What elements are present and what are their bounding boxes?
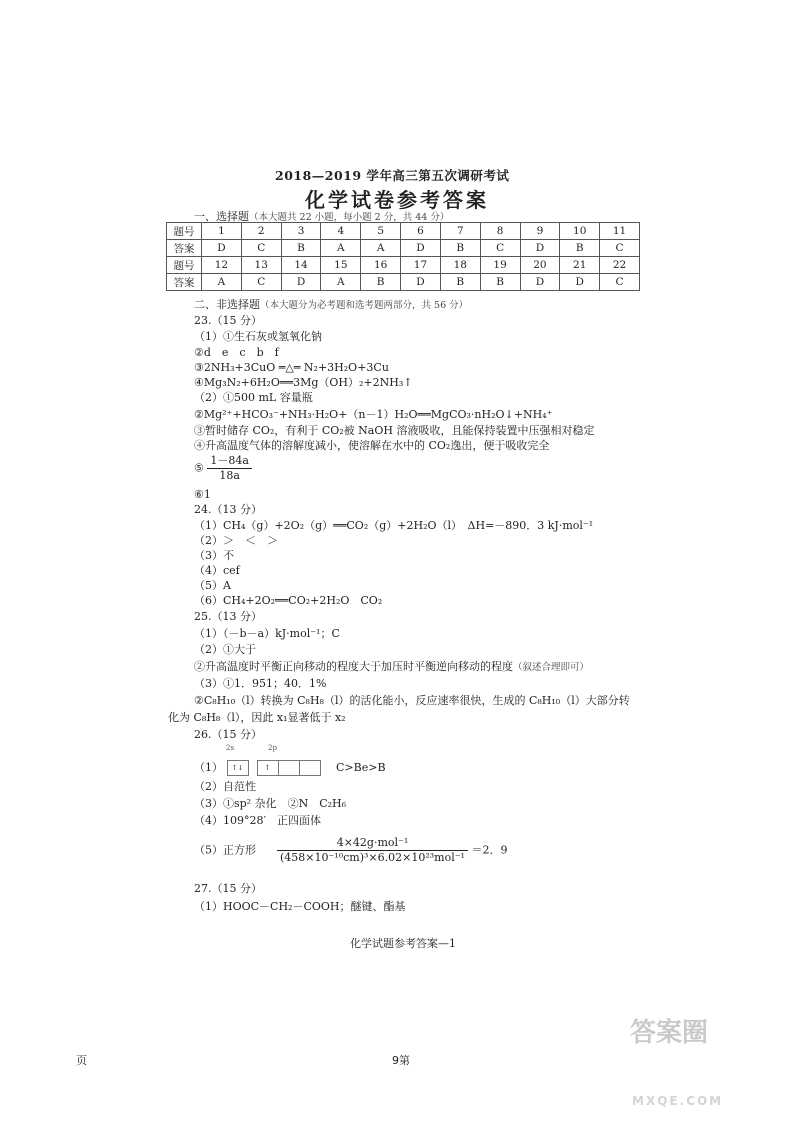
table-cell: D (202, 240, 242, 257)
answer-formula-line (194, 836, 507, 865)
section2-title: 二、非选择题 (194, 298, 260, 311)
answer-line: （1）①生石灰或氢氧化钠 (194, 330, 322, 343)
table-cell: C (241, 240, 281, 257)
answer-table (166, 222, 640, 291)
table-cell: A (321, 240, 361, 257)
answer-line: （3）不 (194, 549, 234, 562)
answer-line: ④Mg₃N₂+6H₂O══3Mg（OH）₂+2NH₃↑ (194, 376, 413, 389)
table-row (167, 240, 640, 257)
table-cell: 11 (600, 223, 640, 240)
answer-line: （1）HOOC－CH₂－COOH；醚键、酯基 (194, 900, 406, 913)
orbital-box-2s: ↑↓ (227, 760, 249, 776)
answer-line: （2）①大于 (194, 643, 256, 656)
table-cell: 5 (361, 223, 401, 240)
table-cell: B (440, 274, 480, 291)
section1-title: 一、选择题 (194, 210, 249, 223)
table-cell: D (520, 274, 560, 291)
table-cell: 14 (281, 257, 321, 274)
table-cell: 3 (281, 223, 321, 240)
answer-text: C>Be>B (336, 761, 386, 774)
table-cell: 13 (241, 257, 281, 274)
answer-line: （3）①sp² 杂化 ②N C₂H₆ (194, 797, 347, 810)
orbital-box-2p-1: ↑ (257, 760, 279, 776)
section2-note: （本大题分为必考题和选考题两部分，共 56 分） (260, 300, 469, 311)
answer-line: ③2NH₃+3CuO ═△═ N₂+3H₂O+3Cu (194, 361, 389, 374)
orbital-diagram-line (194, 760, 386, 776)
fraction-denominator: 18a (219, 469, 240, 482)
answer-line: （4）cef (194, 564, 240, 577)
table-cell: D (401, 240, 441, 257)
table-cell: B (361, 274, 401, 291)
row-label: 答案 (167, 240, 202, 257)
table-cell: 7 (440, 223, 480, 240)
table-cell: 22 (600, 257, 640, 274)
answer-line: ③暂时储存 CO₂，有利于 CO₂被 NaOH 溶液吸收，且能保持装置中压强相对稳定 (194, 424, 595, 437)
question-27-heading: 27.（15 分） (194, 882, 262, 895)
table-cell: 1 (202, 223, 242, 240)
table-cell: 15 (321, 257, 361, 274)
table-cell: 21 (560, 257, 600, 274)
table-cell: 9 (520, 223, 560, 240)
answer-line: （4）109°28′ 正四面体 (194, 814, 321, 827)
answer-line: ②Mg²⁺+HCO₃⁻+NH₃·H₂O+（n－1）H₂O══MgCO₃·nH₂O↓+NH₄⁺ (194, 408, 553, 421)
table-cell: 20 (520, 257, 560, 274)
item-marker: （1） (194, 761, 223, 774)
table-cell: B (480, 274, 520, 291)
fraction (277, 836, 468, 865)
answer-text: ＝2．9 (471, 843, 508, 857)
table-cell: C (241, 274, 281, 291)
table-cell: 19 (480, 257, 520, 274)
table-cell: C (600, 274, 640, 291)
answer-text: （5）正方形 (194, 843, 256, 857)
table-row (167, 274, 640, 291)
page-footer-left: 页 (76, 1054, 87, 1067)
answer-line: （1）（－b－a）kJ·mol⁻¹；C (194, 627, 340, 640)
answer-line: 化为 C₈H₈（l），因此 x₁显著低于 x₂ (168, 711, 346, 724)
orbital-label-2p: 2p (268, 744, 277, 752)
question-24-heading: 24.（13 分） (194, 503, 262, 516)
table-cell: 18 (440, 257, 480, 274)
answer-line: （2）＞ ＜ ＞ (194, 534, 278, 547)
table-cell: B (440, 240, 480, 257)
answer-line: ②C₈H₁₀（l）转换为 C₈H₈（l）的活化能小，反应速率很快，生成的 C₈H₁₀（l）大部分转 (194, 694, 630, 707)
table-cell: 8 (480, 223, 520, 240)
table-cell: D (560, 274, 600, 291)
fraction-numerator: 4×42g·mol⁻¹ (277, 836, 468, 851)
table-cell: 6 (401, 223, 441, 240)
watermark-url: MXQE.COM (632, 1094, 724, 1108)
answer-line-with-note (194, 660, 589, 675)
table-cell: B (281, 240, 321, 257)
table-cell: 17 (401, 257, 441, 274)
answer-fraction-line (194, 454, 252, 483)
table-cell: A (361, 240, 401, 257)
question-23-heading: 23.（15 分） (194, 314, 262, 327)
table-cell: B (560, 240, 600, 257)
row-label: 答案 (167, 274, 202, 291)
answer-line: （6）CH₄+2O₂══CO₂+2H₂O CO₂ (194, 594, 383, 607)
table-row (167, 223, 640, 240)
table-cell: 10 (560, 223, 600, 240)
exam-title: 2018—2019 学年高三第五次调研考试 (275, 168, 510, 183)
fraction-numerator: 1－84a (207, 454, 252, 469)
table-cell: 16 (361, 257, 401, 274)
fraction (207, 454, 252, 483)
answer-line: （2）自范性 (194, 780, 256, 793)
answer-note: （叙述合理即可） (513, 662, 590, 673)
table-cell: A (321, 274, 361, 291)
question-25-heading: 25.（13 分） (194, 610, 262, 623)
answer-line: ⑥1 (194, 488, 211, 501)
answer-line: （3）①1．951；40．1% (194, 677, 327, 690)
page-footer-center: 9第 (392, 1054, 410, 1067)
answer-line: （2）①500 mL 容量瓶 (194, 391, 313, 404)
item-marker: ⑤ (194, 461, 204, 475)
watermark-logo: 答案圈 (630, 1018, 709, 1048)
table-row (167, 257, 640, 274)
answer-line: ④升高温度气体的溶解度减小，使溶解在水中的 CO₂逸出，便于吸收完全 (194, 439, 550, 452)
answer-line: （5）A (194, 579, 231, 592)
answer-text: ②升高温度时平衡正向移动的程度大于加压时平衡逆向移动的程度 (194, 660, 513, 673)
orbital-box-2p-2 (279, 760, 300, 776)
question-26-heading: 26.（15 分） (194, 728, 262, 741)
page-footer-label: 化学试题参考答案—1 (350, 937, 456, 950)
document-title: 化学试卷参考答案 (305, 188, 489, 212)
section1-note: （本大题共 22 小题，每小题 2 分，共 44 分） (249, 212, 450, 223)
table-cell: D (520, 240, 560, 257)
orbital-label-2s: 2s (226, 744, 235, 752)
table-cell: 2 (241, 223, 281, 240)
row-label: 题号 (167, 223, 202, 240)
table-cell: D (401, 274, 441, 291)
fraction-denominator: (458×10⁻¹⁰cm)³×6.02×10²³mol⁻¹ (280, 851, 465, 864)
table-cell: C (480, 240, 520, 257)
orbital-box-2p-3 (300, 760, 321, 776)
table-cell: D (281, 274, 321, 291)
table-cell: 4 (321, 223, 361, 240)
table-cell: A (202, 274, 242, 291)
section2-heading (194, 296, 468, 312)
answer-line: ②d e c b f (194, 346, 279, 359)
table-cell: 12 (202, 257, 242, 274)
row-label: 题号 (167, 257, 202, 274)
table-cell: C (600, 240, 640, 257)
answer-line: （1）CH₄（g）+2O₂（g）══CO₂（g）+2H₂O（l） ΔH=－890．3 kJ·mol⁻¹ (194, 519, 594, 532)
